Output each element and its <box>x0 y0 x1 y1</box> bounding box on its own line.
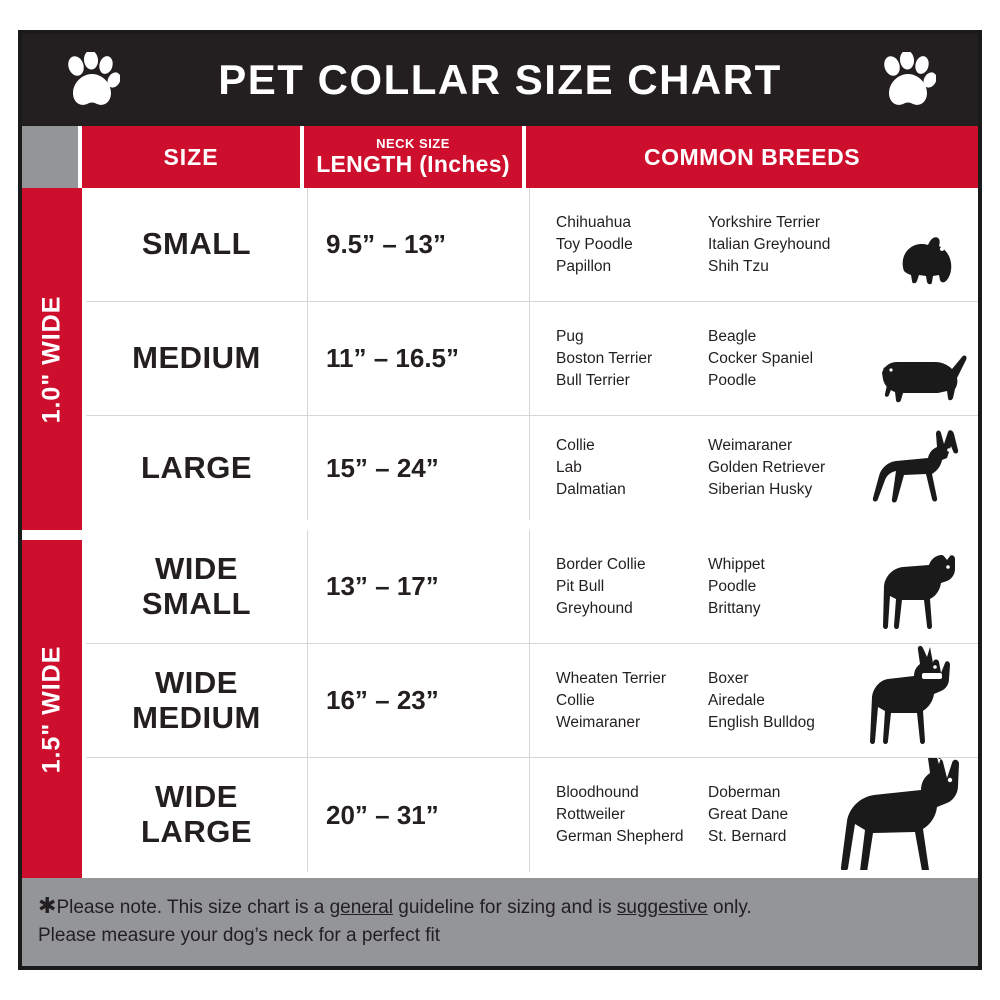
row-size: MEDIUM <box>86 302 308 415</box>
breed-column-2 <box>708 435 858 501</box>
breed-item: Weimaraner <box>708 437 793 454</box>
breed-item: Rottweiler <box>556 806 625 823</box>
row-breeds <box>530 644 978 757</box>
paw-icon <box>880 52 936 110</box>
table-rows <box>82 188 978 878</box>
breed-item: Great Dane <box>708 806 789 823</box>
table-row <box>86 302 978 416</box>
breed-column-1 <box>530 326 708 392</box>
breed-item: Siberian Husky <box>708 481 813 498</box>
breed-column-2 <box>708 554 858 620</box>
bulldog-silhouette-icon <box>872 545 972 641</box>
row-size-line2: LARGE <box>141 814 252 849</box>
breed-item: Golden Retriever <box>708 459 826 476</box>
breed-column-2 <box>708 668 858 734</box>
column-header-neck-size: NECK SIZE <box>376 135 450 151</box>
footer-underline-general: general <box>329 897 393 918</box>
breed-column-1 <box>530 435 708 501</box>
table-row <box>86 416 978 530</box>
breed-item: Collie <box>556 437 595 454</box>
breed-item: Greyhound <box>556 599 633 617</box>
breed-item: Cocker Spaniel <box>708 349 814 367</box>
table-row <box>86 530 978 644</box>
breed-column-1 <box>530 554 708 620</box>
row-size-line1: WIDE <box>155 779 238 815</box>
breed-item: Doberman <box>708 784 781 801</box>
breed-column-1 <box>530 212 708 278</box>
doberman-silhouette-icon <box>822 758 972 870</box>
footer-text-a: Please note. This size chart is a <box>56 897 330 918</box>
row-length: 13” – 17” <box>308 530 530 643</box>
row-length: 9.5” – 13” <box>308 188 530 301</box>
footer-text-b: guideline for sizing and is <box>393 897 617 918</box>
paw-icon <box>64 52 120 110</box>
breed-item: Toy Poodle <box>556 235 633 253</box>
dachshund-silhouette-icon <box>876 343 972 413</box>
breed-item: Collie <box>556 691 595 709</box>
row-size <box>86 644 308 757</box>
breed-item: Brittany <box>708 599 761 617</box>
row-breeds <box>530 530 978 643</box>
breed-item: Poodle <box>708 577 757 595</box>
chart-body <box>22 188 978 878</box>
row-size-line1: WIDE <box>155 550 238 586</box>
breed-item: Pug <box>556 327 584 345</box>
group-label-1-0-wide <box>22 188 82 530</box>
footer-line-1 <box>38 890 962 922</box>
table-row <box>86 758 978 872</box>
row-size-line2: MEDIUM <box>132 699 261 735</box>
breed-column-2 <box>708 212 858 278</box>
group-label-text: 1.0" WIDE <box>37 295 66 423</box>
breed-item: Border Collie <box>556 555 646 573</box>
breed-column-1 <box>530 782 708 848</box>
column-header-length-main: LENGTH (Inches) <box>316 150 510 177</box>
breed-item: Weimaraner <box>556 713 641 731</box>
breed-column-2 <box>708 326 858 392</box>
row-size: LARGE <box>86 416 308 520</box>
breed-item: Poodle <box>708 371 757 389</box>
row-size-line1: WIDE <box>155 664 238 700</box>
asterisk-icon: ✱ <box>38 893 57 918</box>
row-breeds <box>530 416 978 520</box>
row-length: 16” – 23” <box>308 644 530 757</box>
group-label-1-5-wide <box>22 540 82 878</box>
row-breeds <box>530 188 978 301</box>
row-length: 15” – 24” <box>308 416 530 520</box>
breed-item: Shih Tzu <box>708 257 769 275</box>
breed-item: Boxer <box>708 669 749 687</box>
breed-item: Beagle <box>708 327 757 345</box>
column-header-size: SIZE <box>82 126 304 188</box>
row-size: SMALL <box>86 188 308 301</box>
group-divider <box>22 530 82 540</box>
breed-item: Bull Terrier <box>556 371 630 389</box>
breed-item: Dalmatian <box>556 481 626 498</box>
breed-item: English Bulldog <box>708 713 815 731</box>
breed-item: Airedale <box>708 691 765 709</box>
table-row <box>86 188 978 302</box>
breed-item: Wheaten Terrier <box>556 669 666 687</box>
row-length: 11” – 16.5” <box>308 302 530 415</box>
breed-item: St. Bernard <box>708 828 787 845</box>
boxer-silhouette-icon <box>868 645 972 755</box>
column-header-length <box>304 126 526 188</box>
breed-item: Yorkshire Terrier <box>708 213 820 231</box>
row-size <box>86 530 308 643</box>
row-length: 20” – 31” <box>308 758 530 872</box>
breed-item: Bloodhound <box>556 784 639 801</box>
shepherd-silhouette-icon <box>866 426 972 518</box>
footer-underline-suggestive: suggestive <box>616 897 708 918</box>
pomeranian-silhouette-icon <box>886 225 972 299</box>
breed-item: German Shepherd <box>556 828 684 845</box>
breed-item: Pit Bull <box>556 577 605 595</box>
group-label-column <box>22 188 82 878</box>
group-label-text: 1.5" WIDE <box>37 645 66 773</box>
breed-column-1 <box>530 668 708 734</box>
table-row <box>86 644 978 758</box>
row-breeds <box>530 302 978 415</box>
breed-item: Whippet <box>708 555 765 573</box>
footer-line-2: Please measure your dog’s neck for a perfect fit <box>38 924 441 946</box>
column-header-spacer <box>22 126 82 188</box>
breed-item: Papillon <box>556 257 612 275</box>
chart-frame <box>18 30 982 970</box>
breed-item: Lab <box>556 459 582 476</box>
column-header-row <box>22 126 978 188</box>
row-breeds <box>530 758 978 872</box>
breed-item: Chihuahua <box>556 213 631 231</box>
breed-item: Italian Greyhound <box>708 235 831 253</box>
page-title: PET COLLAR SIZE CHART <box>218 56 782 103</box>
footer-text-c: only. <box>707 897 752 918</box>
chart-header <box>22 34 978 126</box>
row-size-line2: SMALL <box>141 585 252 621</box>
row-size <box>86 758 308 872</box>
footer-note <box>22 878 978 966</box>
breed-item: Boston Terrier <box>556 349 653 367</box>
column-header-breeds: COMMON BREEDS <box>526 126 978 188</box>
